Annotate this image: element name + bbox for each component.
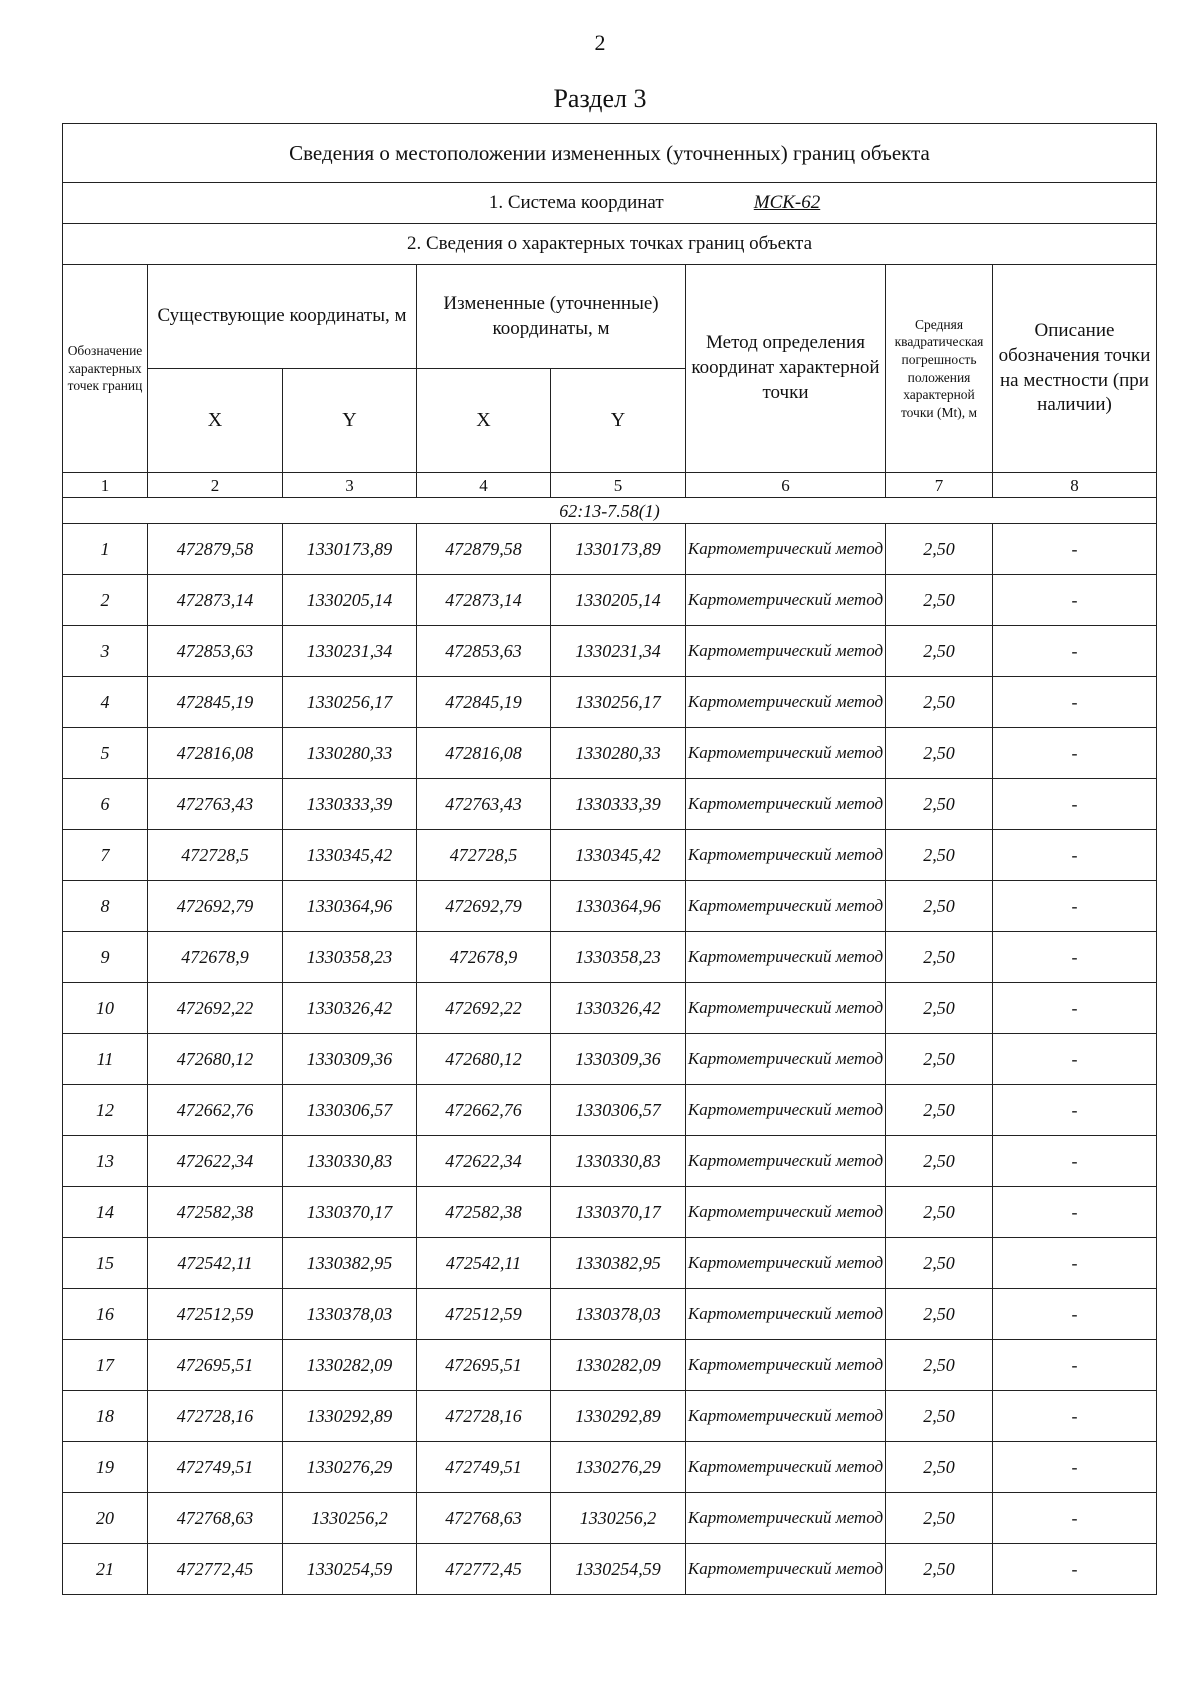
point-number-cell: 21 [63,1544,148,1595]
changed-x-cell: 472582,38 [417,1187,551,1238]
error-cell: 2,50 [886,1442,993,1493]
changed-x-cell: 472763,43 [417,779,551,830]
table-row [63,830,1157,881]
description-cell: - [993,779,1157,830]
point-number-cell: 3 [63,626,148,677]
existing-x-cell: 472879,58 [148,524,283,575]
existing-y-cell: 1330254,59 [283,1544,417,1595]
description-cell: - [993,1544,1157,1595]
boundary-points-table [62,123,1157,1595]
existing-x-cell: 472772,45 [148,1544,283,1595]
changed-y-cell: 1330282,09 [551,1340,686,1391]
existing-y-cell: 1330330,83 [283,1136,417,1187]
changed-x-cell: 472873,14 [417,575,551,626]
table-row [63,1442,1157,1493]
method-cell: Картометрический метод [686,779,886,830]
table-title: Сведения о местоположении измененных (уточненных) границ объекта [63,124,1157,183]
section-title: Раздел 3 [553,84,647,113]
changed-y-cell: 1330256,2 [551,1493,686,1544]
table-row [63,881,1157,932]
error-cell: 2,50 [886,1493,993,1544]
description-cell: - [993,1187,1157,1238]
existing-y-cell: 1330364,96 [283,881,417,932]
method-cell: Картометрический метод [686,626,886,677]
parcel-id: 62:13-7.58(1) [63,498,1157,524]
header-existing-y: Y [283,369,417,473]
description-cell: - [993,1442,1157,1493]
table-row [63,1034,1157,1085]
existing-x-cell: 472728,5 [148,830,283,881]
changed-x-cell: 472853,63 [417,626,551,677]
existing-y-cell: 1330292,89 [283,1391,417,1442]
method-cell: Картометрический метод [686,1289,886,1340]
method-cell: Картометрический метод [686,1340,886,1391]
changed-x-cell: 472772,45 [417,1544,551,1595]
method-cell: Картометрический метод [686,1034,886,1085]
method-cell: Картометрический метод [686,677,886,728]
existing-y-cell: 1330256,17 [283,677,417,728]
existing-x-cell: 472512,59 [148,1289,283,1340]
changed-x-cell: 472512,59 [417,1289,551,1340]
existing-y-cell: 1330345,42 [283,830,417,881]
method-cell: Картометрический метод [686,1493,886,1544]
changed-x-cell: 472845,19 [417,677,551,728]
table-row [63,1544,1157,1595]
point-number-cell: 6 [63,779,148,830]
existing-x-cell: 472622,34 [148,1136,283,1187]
existing-x-cell: 472582,38 [148,1187,283,1238]
error-cell: 2,50 [886,1340,993,1391]
description-cell: - [993,983,1157,1034]
point-number-cell: 4 [63,677,148,728]
error-cell: 2,50 [886,932,993,983]
error-cell: 2,50 [886,1544,993,1595]
table-row [63,1238,1157,1289]
changed-y-cell: 1330333,39 [551,779,686,830]
column-numbers-row [63,473,1157,498]
table-row [63,677,1157,728]
existing-y-cell: 1330378,03 [283,1289,417,1340]
changed-y-cell: 1330330,83 [551,1136,686,1187]
table-row [63,1391,1157,1442]
existing-y-cell: 1330256,2 [283,1493,417,1544]
existing-y-cell: 1330306,57 [283,1085,417,1136]
changed-y-cell: 1330280,33 [551,728,686,779]
changed-x-cell: 472680,12 [417,1034,551,1085]
point-number-cell: 7 [63,830,148,881]
method-cell: Картометрический метод [686,1544,886,1595]
changed-y-cell: 1330378,03 [551,1289,686,1340]
description-cell: - [993,524,1157,575]
error-cell: 2,50 [886,983,993,1034]
table-row [63,524,1157,575]
coord-system-value: МСК-62 [753,192,821,213]
error-cell: 2,50 [886,677,993,728]
changed-x-cell: 472749,51 [417,1442,551,1493]
description-cell: - [993,881,1157,932]
description-cell: - [993,1493,1157,1544]
point-number-cell: 12 [63,1085,148,1136]
coord-system-row [63,183,1157,224]
table-row [63,626,1157,677]
point-number-cell: 13 [63,1136,148,1187]
existing-x-cell: 472678,9 [148,932,283,983]
point-number-cell: 19 [63,1442,148,1493]
method-cell: Картометрический метод [686,830,886,881]
description-cell: - [993,830,1157,881]
changed-y-cell: 1330231,34 [551,626,686,677]
column-number: 5 [551,473,686,498]
existing-x-cell: 472692,79 [148,881,283,932]
existing-y-cell: 1330358,23 [283,932,417,983]
point-number-cell: 16 [63,1289,148,1340]
error-cell: 2,50 [886,1289,993,1340]
description-cell: - [993,1391,1157,1442]
changed-x-cell: 472728,16 [417,1391,551,1442]
header-changed-x: X [417,369,551,473]
description-cell: - [993,932,1157,983]
point-number-cell: 14 [63,1187,148,1238]
method-cell: Картометрический метод [686,575,886,626]
point-number-cell: 5 [63,728,148,779]
method-cell: Картометрический метод [686,1085,886,1136]
existing-x-cell: 472816,08 [148,728,283,779]
changed-y-cell: 1330382,95 [551,1238,686,1289]
existing-y-cell: 1330231,34 [283,626,417,677]
description-cell: - [993,1136,1157,1187]
header-changed-y: Y [551,369,686,473]
error-cell: 2,50 [886,728,993,779]
changed-y-cell: 1330292,89 [551,1391,686,1442]
existing-y-cell: 1330205,14 [283,575,417,626]
existing-x-cell: 472845,19 [148,677,283,728]
table-row [63,1340,1157,1391]
method-cell: Картометрический метод [686,1442,886,1493]
changed-y-cell: 1330370,17 [551,1187,686,1238]
point-number-cell: 1 [63,524,148,575]
table-row [63,728,1157,779]
method-cell: Картометрический метод [686,932,886,983]
method-cell: Картометрический метод [686,881,886,932]
table-row [63,1289,1157,1340]
table-row [63,575,1157,626]
description-cell: - [993,575,1157,626]
point-number-cell: 15 [63,1238,148,1289]
description-cell: - [993,1238,1157,1289]
coord-system-label: 1. Система координат [488,192,664,213]
page-number: 2 [594,30,606,55]
point-number-cell: 17 [63,1340,148,1391]
method-cell: Картометрический метод [686,1238,886,1289]
changed-y-cell: 1330276,29 [551,1442,686,1493]
description-cell: - [993,1085,1157,1136]
changed-x-cell: 472692,79 [417,881,551,932]
column-number: 8 [993,473,1157,498]
changed-x-cell: 472622,34 [417,1136,551,1187]
method-cell: Картометрический метод [686,524,886,575]
existing-x-cell: 472768,63 [148,1493,283,1544]
changed-y-cell: 1330306,57 [551,1085,686,1136]
changed-y-cell: 1330173,89 [551,524,686,575]
changed-y-cell: 1330309,36 [551,1034,686,1085]
column-number: 3 [283,473,417,498]
changed-x-cell: 472879,58 [417,524,551,575]
changed-y-cell: 1330205,14 [551,575,686,626]
existing-x-cell: 472873,14 [148,575,283,626]
existing-y-cell: 1330326,42 [283,983,417,1034]
description-cell: - [993,626,1157,677]
error-cell: 2,50 [886,1034,993,1085]
points-title: 2. Сведения о характерных точках границ объекта [63,224,1157,265]
existing-x-cell: 472695,51 [148,1340,283,1391]
changed-x-cell: 472728,5 [417,830,551,881]
header-description: Описание обозначения точки на местности (при наличии) [993,265,1157,473]
changed-x-cell: 472768,63 [417,1493,551,1544]
description-cell: - [993,677,1157,728]
changed-y-cell: 1330358,23 [551,932,686,983]
error-cell: 2,50 [886,575,993,626]
changed-x-cell: 472542,11 [417,1238,551,1289]
table-row [63,1136,1157,1187]
header-changed: Измененные (уточненные) координаты, м [417,265,686,369]
existing-y-cell: 1330370,17 [283,1187,417,1238]
point-number-cell: 8 [63,881,148,932]
point-number-cell: 11 [63,1034,148,1085]
changed-x-cell: 472816,08 [417,728,551,779]
error-cell: 2,50 [886,1391,993,1442]
error-cell: 2,50 [886,1085,993,1136]
header-existing: Существующие координаты, м [148,265,417,369]
method-cell: Картометрический метод [686,1187,886,1238]
point-number-cell: 20 [63,1493,148,1544]
existing-y-cell: 1330276,29 [283,1442,417,1493]
error-cell: 2,50 [886,881,993,932]
method-cell: Картометрический метод [686,1136,886,1187]
column-number: 7 [886,473,993,498]
method-cell: Картометрический метод [686,983,886,1034]
description-cell: - [993,728,1157,779]
error-cell: 2,50 [886,626,993,677]
existing-y-cell: 1330173,89 [283,524,417,575]
description-cell: - [993,1034,1157,1085]
error-cell: 2,50 [886,1187,993,1238]
changed-y-cell: 1330254,59 [551,1544,686,1595]
changed-y-cell: 1330326,42 [551,983,686,1034]
point-number-cell: 9 [63,932,148,983]
changed-x-cell: 472692,22 [417,983,551,1034]
changed-x-cell: 472662,76 [417,1085,551,1136]
error-cell: 2,50 [886,524,993,575]
existing-y-cell: 1330333,39 [283,779,417,830]
table-row [63,1085,1157,1136]
header-designation: Обозначение характерных точек границ [63,265,148,473]
existing-y-cell: 1330280,33 [283,728,417,779]
column-number: 1 [63,473,148,498]
changed-y-cell: 1330345,42 [551,830,686,881]
table-row [63,932,1157,983]
error-cell: 2,50 [886,1136,993,1187]
existing-x-cell: 472680,12 [148,1034,283,1085]
existing-x-cell: 472763,43 [148,779,283,830]
column-number: 2 [148,473,283,498]
point-number-cell: 18 [63,1391,148,1442]
changed-y-cell: 1330364,96 [551,881,686,932]
description-cell: - [993,1289,1157,1340]
header-error: Средняя квадратическая погрешность положения характерной точки (Mt), м [886,265,993,473]
error-cell: 2,50 [886,779,993,830]
method-cell: Картометрический метод [686,728,886,779]
column-number: 4 [417,473,551,498]
existing-y-cell: 1330282,09 [283,1340,417,1391]
existing-x-cell: 472542,11 [148,1238,283,1289]
existing-x-cell: 472662,76 [148,1085,283,1136]
table-row [63,1493,1157,1544]
existing-y-cell: 1330382,95 [283,1238,417,1289]
changed-x-cell: 472695,51 [417,1340,551,1391]
description-cell: - [993,1340,1157,1391]
error-cell: 2,50 [886,1238,993,1289]
method-cell: Картометрический метод [686,1391,886,1442]
point-number-cell: 2 [63,575,148,626]
existing-x-cell: 472692,22 [148,983,283,1034]
table-row [63,779,1157,830]
table-row [63,983,1157,1034]
column-number: 6 [686,473,886,498]
existing-x-cell: 472728,16 [148,1391,283,1442]
table-row [63,1187,1157,1238]
existing-y-cell: 1330309,36 [283,1034,417,1085]
error-cell: 2,50 [886,830,993,881]
changed-y-cell: 1330256,17 [551,677,686,728]
existing-x-cell: 472853,63 [148,626,283,677]
header-method: Метод определения координат характерной точки [686,265,886,473]
point-number-cell: 10 [63,983,148,1034]
changed-x-cell: 472678,9 [417,932,551,983]
existing-x-cell: 472749,51 [148,1442,283,1493]
header-existing-x: X [148,369,283,473]
